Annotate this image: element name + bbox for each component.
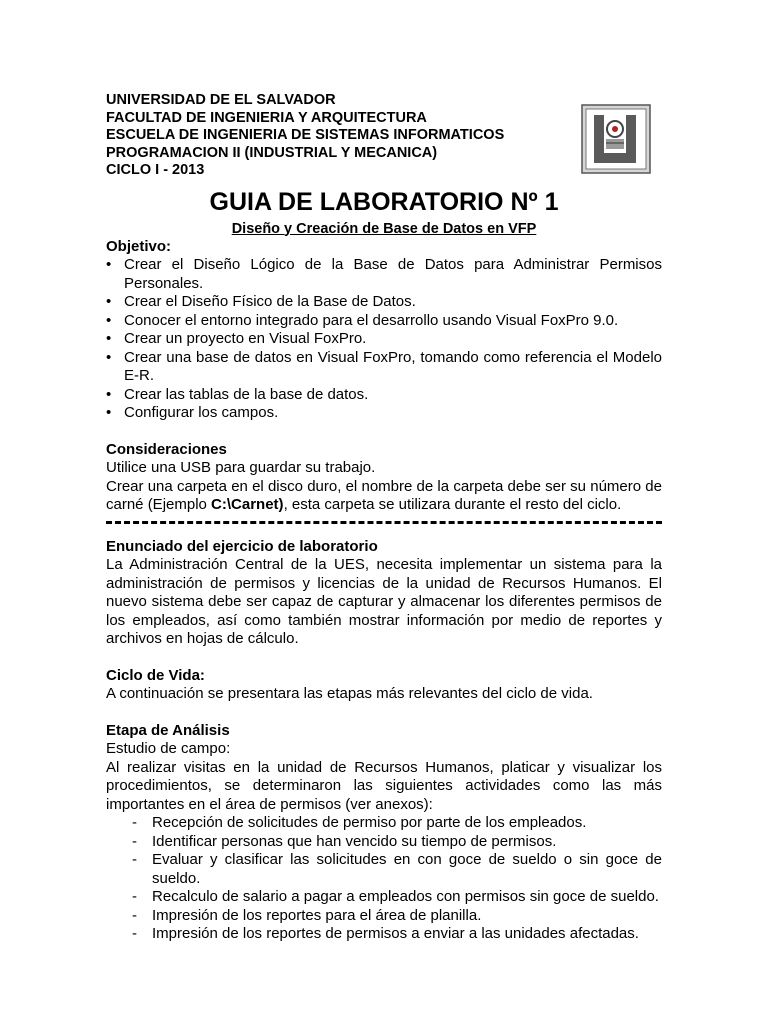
list-item: • Crear el Diseño Lógico de la Base de Datos para Administrar Permisos Personales.	[106, 256, 662, 293]
list-item: • Crear una base de datos en Visual FoxPro, tomando como referencia el Modelo E-R.	[106, 349, 662, 386]
consideraciones-paragraph	[106, 478, 662, 515]
dashed-divider	[106, 521, 662, 524]
list-item: • Crear el Diseño Físico de la Base de Datos.	[106, 293, 662, 312]
list-item: - Impresión de los reportes para el área de planilla.	[106, 907, 662, 926]
page-title: GUIA DE LABORATORIO Nº 1	[209, 187, 559, 216]
list-item: • Configurar los campos.	[106, 404, 662, 423]
analisis-paragraph: Al realizar visitas en la unidad de Recursos Humanos, platicar y visualizar los procedimientos, se determinaron las siguientes actividades como las más importantes en el área de permisos (ver anexos):	[106, 758, 662, 813]
page-subtitle: Diseño y Creación de Base de Datos en VFP	[231, 220, 537, 237]
consideraciones-text: Crear una carpeta en el disco duro, el nombre de la carpeta debe ser su número de carné (Ejemplo	[106, 477, 662, 513]
objetivo-heading: Objetivo:	[106, 237, 172, 255]
enunciado-heading: Enunciado del ejercicio de laboratorio	[106, 537, 378, 555]
analisis-heading: Etapa de Análisis	[106, 721, 230, 739]
header-line: UNIVERSIDAD DE EL SALVADOR	[106, 92, 336, 108]
objetivo-list	[106, 256, 662, 423]
header-line: FACULTAD DE INGENIERIA Y ARQUITECTURA	[106, 109, 427, 126]
consideraciones-text: , esta carpeta se utilizara durante el resto del ciclo.	[283, 496, 622, 513]
list-item: - Impresión de los reportes de permisos a enviar a las unidades afectadas.	[106, 925, 662, 944]
analisis-subheading: Estudio de campo:	[106, 740, 231, 757]
ciclo-heading: Ciclo de Vida:	[106, 666, 205, 684]
header-line: CICLO I - 2013	[106, 162, 205, 178]
ciclo-paragraph: A continuación se presentara las etapas más relevantes del ciclo de vida.	[106, 685, 593, 702]
list-item: - Identificar personas que han vencido su tiempo de permisos.	[106, 833, 662, 852]
header-line: PROGRAMACION II (INDUSTRIAL Y MECANICA)	[106, 144, 438, 161]
header-line: ESCUELA DE INGENIERIA DE SISTEMAS INFORMATICOS	[106, 127, 505, 143]
list-item: - Recalculo de salario a pagar a empleados con permisos sin goce de sueldo.	[106, 888, 662, 907]
analisis-list	[106, 814, 662, 944]
enunciado-paragraph: La Administración Central de la UES, necesita implementar un sistema para la administración de permisos y licencias de la unidad de Recursos Humanos. El nuevo sistema debe ser capaz de capturar y almacenar los diferentes permisos de los empleados, así como también mostrar información por medio de reportes y archivos en hojas de cálculo.	[106, 556, 662, 647]
list-item: • Crear un proyecto en Visual FoxPro.	[106, 330, 662, 349]
consideraciones-line: Utilice una USB para guardar su trabajo.	[106, 459, 376, 476]
list-item: • Crear las tablas de la base de datos.	[106, 386, 662, 405]
consideraciones-heading: Consideraciones	[106, 440, 227, 458]
carnet-path: C:\Carnet)	[211, 496, 284, 513]
list-item: - Evaluar y clasificar las solicitudes en con goce de sueldo o sin goce de sueldo.	[106, 851, 662, 888]
list-item: - Recepción de solicitudes de permiso por parte de los empleados.	[106, 814, 662, 833]
list-item: • Conocer el entorno integrado para el desarrollo usando Visual FoxPro 9.0.	[106, 312, 662, 331]
